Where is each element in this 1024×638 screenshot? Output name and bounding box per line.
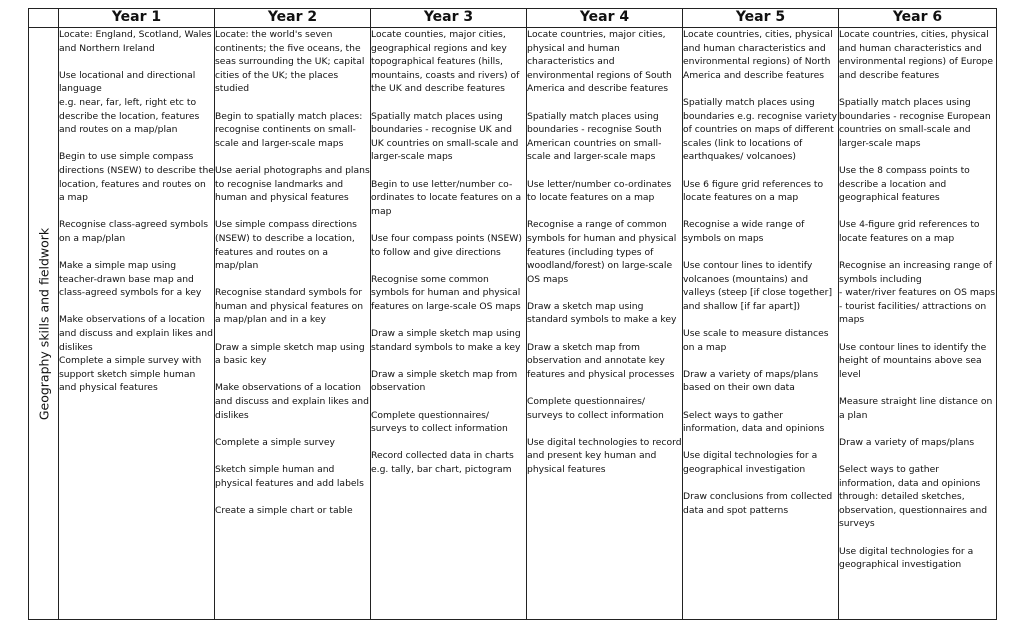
year-4-header: Year 4 <box>527 9 683 28</box>
year-2-item: Locate: the world's seven continents; the five oceans, the seas surrounding the UK; capital cities of the UK; the places studied <box>215 29 365 95</box>
year-5-item: Use contour lines to identify volcanoes (mountains) and valleys (steep [if close together] and shallow [if far apart]) <box>683 260 833 312</box>
corner-cell <box>29 9 59 28</box>
year-4-column <box>527 28 683 620</box>
year-1-item: Begin to use simple compass directions (NSEW) to describe the location, features and routes on a map <box>59 151 214 204</box>
year-3-item: Complete questionnaires/ surveys to collect information <box>371 409 508 435</box>
year-2-item: Make observations of a location and discuss and explain likes and dislikes <box>215 382 369 421</box>
year-2-item: Use simple compass directions (NSEW) to describe a location, features and routes on a map/plan <box>215 219 357 272</box>
content-row <box>29 28 997 620</box>
year-2-header: Year 2 <box>215 9 371 28</box>
year-3-item: Recognise some common symbols for human and physical features on large-scale OS maps <box>371 273 521 312</box>
year-3-item: Use four compass points (NSEW) to follow and give directions <box>371 232 522 258</box>
year-6-item: Draw a variety of maps/plans <box>839 436 975 448</box>
side-label-cell <box>29 28 59 620</box>
year-5-item: Select ways to gather information, data and opinions <box>683 409 825 435</box>
side-label: Geography skills and fieldwork <box>36 227 51 420</box>
year-6-item: Use contour lines to identify the height of mountains above sea level <box>839 341 987 380</box>
year-3-item: Locate counties, major cities, geographical regions and key topographical features (hills, mountains, coasts and rivers) of the UK and describe features <box>371 29 520 95</box>
year-1-header: Year 1 <box>59 9 215 28</box>
year-5-item: Use digital technologies for a geographical investigation <box>683 450 818 475</box>
year-1-item: Complete a simple survey with support sketch simple human and physical features <box>59 355 202 394</box>
year-3-item: Draw a simple sketch map from observation <box>371 368 518 394</box>
year-4-item: Complete questionnaires/ surveys to collect information <box>527 396 664 421</box>
year-3-item: Spatially match places using boundaries - recognise UK and UK countries on small-scale and larger-scale maps <box>371 110 519 163</box>
curriculum-sheet <box>28 8 996 620</box>
year-5-item: Use 6 figure grid references to locate features on a map <box>683 178 824 204</box>
year-6-column <box>839 28 997 620</box>
year-2-item: Create a simple chart or table <box>215 504 353 516</box>
year-2-item: Use aerial photographs and plans to recognise landmarks and human and physical features <box>215 164 370 204</box>
year-5-item: Spatially match places using boundaries e.g. recognise variety of countries on maps of different scales (link to locations of earthquakes/ volcanoes) <box>683 96 838 163</box>
year-3-item: Begin to use letter/number co-ordinates to locate features on a map <box>371 178 522 217</box>
year-4-item: Draw a sketch map using standard symbols to make a key <box>527 300 677 326</box>
year-4-item: Draw a sketch map from observation and annotate key features and physical processes <box>527 341 675 380</box>
year-5-item: Use scale to measure distances on a map <box>683 328 829 353</box>
year-1-item: Make a simple map using teacher-drawn base map and class-agreed symbols for a key <box>59 260 202 299</box>
year-6-item: Select ways to gather information, data and opinions through: detailed sketches, observation, questionnaires and surveys <box>839 464 988 530</box>
year-6-item: Use the 8 compass points to describe a location and geographical features <box>839 164 970 204</box>
year-5-header: Year 5 <box>683 9 839 28</box>
year-2-item: Recognise standard symbols for human and physical features on a map/plan and in a key <box>215 287 364 326</box>
year-1-column <box>59 28 215 620</box>
year-6-item: Use 4-figure grid references to locate features on a map <box>839 219 980 244</box>
year-2-item: Draw a simple sketch map using a basic key <box>215 341 365 367</box>
year-4-item: Recognise a range of common symbols for human and physical features (including types of woodland/forest) on large-scale OS maps <box>527 219 677 285</box>
year-6-item: Recognise an increasing range of symbols including - water/river features on OS maps - tourist facilities/ attractions on maps <box>839 260 996 326</box>
year-4-item: Spatially match places using boundaries - recognise South American countries on small-scale and larger-scale maps <box>527 110 662 163</box>
year-3-column <box>371 28 527 620</box>
year-6-item: Measure straight line distance on a plan <box>839 396 993 421</box>
year-5-column <box>683 28 839 620</box>
year-5-item: Locate countries, cities, physical and human characteristics and environmental regions) of North America and describe features <box>683 29 833 81</box>
year-4-item: Locate countries, major cities, physical and human characteristics and environmental regions of South America and describe features <box>527 29 672 95</box>
year-3-item: Record collected data in charts e.g. tally, bar chart, pictogram <box>371 450 514 475</box>
year-1-item: Use locational and directional language e.g. near, far, left, right etc to describe the location, features and routes on a map/plan <box>59 69 200 136</box>
year-3-header: Year 3 <box>371 9 527 28</box>
year-5-item: Draw conclusions from collected data and spot patterns <box>683 491 833 516</box>
year-3-item: Draw a simple sketch map using standard symbols to make a key <box>371 328 521 353</box>
year-2-item: Sketch simple human and physical features and add labels <box>215 464 364 489</box>
year-6-item: Spatially match places using boundaries - recognise European countries on small-scale and larger-scale maps <box>839 96 991 149</box>
year-4-item: Use digital technologies to record and present key human and physical features <box>527 436 682 475</box>
year-5-item: Recognise a wide range of symbols on maps <box>683 219 805 244</box>
year-6-header: Year 6 <box>839 9 997 28</box>
header-row <box>29 9 997 28</box>
year-6-item: Locate countries, cities, physical and human characteristics and environmental regions) of Europe and describe features <box>839 29 994 81</box>
year-1-item: Locate: England, Scotland, Wales and Northern Ireland <box>59 29 212 54</box>
year-2-item: Complete a simple survey <box>215 436 335 448</box>
year-5-item: Draw a variety of maps/plans based on their own data <box>683 368 819 394</box>
year-1-item: Recognise class-agreed symbols on a map/plan <box>59 219 209 244</box>
year-1-item: Make observations of a location and discuss and explain likes and dislikes <box>59 314 213 353</box>
year-2-item: Begin to spatially match places: recognise continents on small-scale and larger-scale maps <box>215 110 363 149</box>
year-6-item: Use digital technologies for a geographical investigation <box>839 545 974 571</box>
year-2-column <box>215 28 371 620</box>
year-4-item: Use letter/number co-ordinates to locate features on a map <box>527 178 672 204</box>
geography-skills-table <box>28 8 997 620</box>
